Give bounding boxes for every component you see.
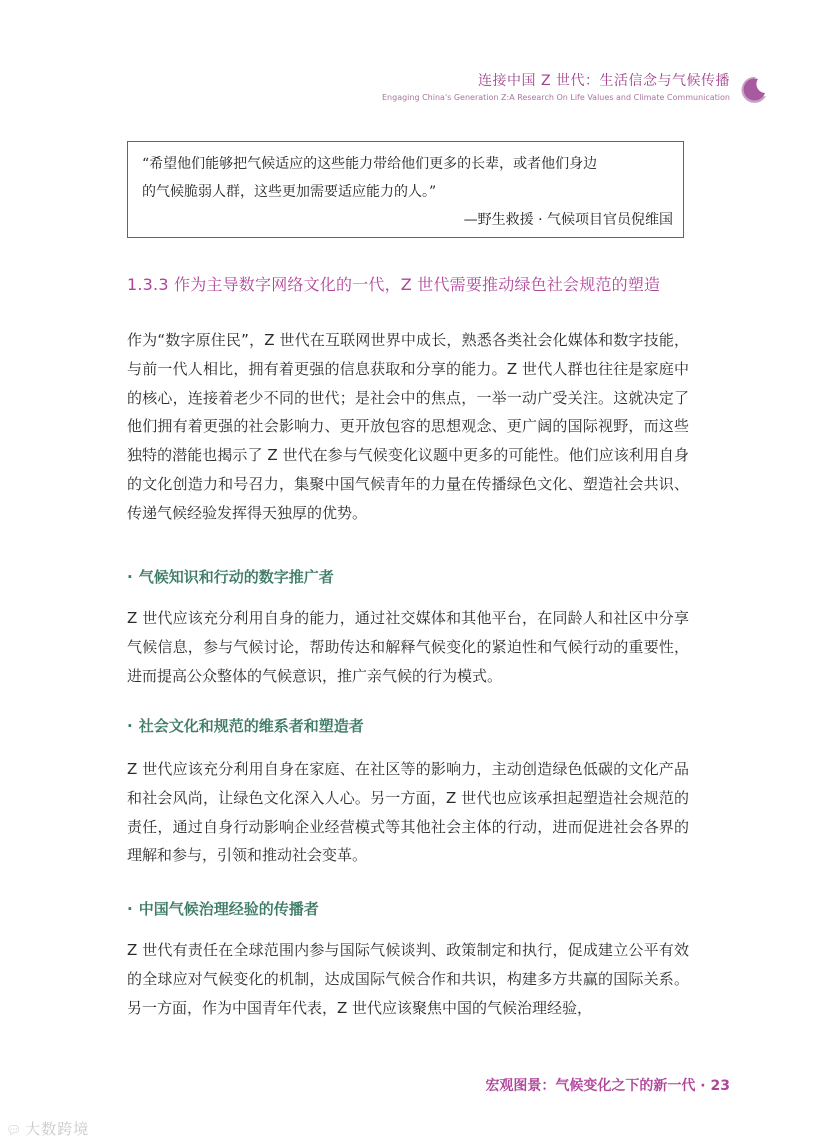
subhead-text: 气候知识和行动的数字推广者	[138, 568, 334, 586]
watermark-text: 大数跨境	[25, 1120, 90, 1138]
subhead-culture-shaper	[127, 715, 687, 737]
paragraph-governance-communicator: Z 世代有责任在全球范围内参与国际气候谈判、政策制定和执行，促成建立公平有效的全球应对气候变化的机制，达成国际气候合作和共识，构建多方共赢的国际关系。另一方面，作为中国青年代表，Z 世代应该聚焦中国的气候治理经验，	[127, 941, 689, 1017]
page-footer: 宏观图景：气候变化之下的新一代 · 23	[485, 1078, 730, 1094]
watermark	[6, 1118, 89, 1139]
bullet-dot: ·	[127, 568, 133, 586]
quote-line-1: “希望他们能够把气候适应的这些能力带给他们更多的长辈，或者他们身边	[142, 156, 598, 172]
section-heading: 1.3.3 作为主导数字网络文化的一代，Z 世代需要推动绿色社会规范的塑造	[127, 275, 661, 294]
quote-line-2: 的气候脆弱人群，这些更加需要适应能力的人。”	[142, 184, 437, 200]
crescent-moon-icon	[736, 74, 768, 106]
header-title: 连接中国 Z 世代：生活信念与气候传播	[478, 73, 730, 89]
subhead-text: 中国气候治理经验的传播者	[138, 900, 319, 918]
quote-attribution: —野生救援 · 气候项目官员倪维国	[463, 212, 673, 228]
running-header	[382, 72, 730, 103]
quote-box	[127, 141, 684, 238]
bullet-dot: ·	[127, 900, 133, 918]
header-subtitle: Engaging China's Generation Z:A Research On Life Values and Climate Communication	[382, 93, 730, 102]
paragraph-culture-shaper: Z 世代应该充分利用自身在家庭、在社区等的影响力，主动创造绿色低碳的文化产品和社会风尚，让绿色文化深入人心。另一方面，Z 世代也应该承担起塑造社会规范的责任，通过自身行动影响企业经营模式等其他社会主体的行动，进而促进社会各界的理解和参与，引领和推动社会变革。	[127, 760, 689, 865]
subhead-digital-promoter	[127, 566, 687, 588]
intro-paragraph: 作为“数字原住民”，Z 世代在互联网世界中成长，熟悉各类社会化媒体和数字技能，与前一代人相比，拥有着更强的信息获取和分享的能力。Z 世代人群也往往是家庭中的核心，连接着老少不同的世代；是社会中的焦点，一举一动广受关注。这就决定了他们拥有着更强的社会影响力、更开放包容的思想观念、更广阔的国际视野，而这些独特的潜能也揭示了 Z 世代在参与气候变化议题中更多的可能性。他们应该利用自身的文化创造力和号召力，集聚中国气候青年的力量在传播绿色文化、塑造社会共识、传递气候经验发挥得天独厚的优势。	[127, 331, 689, 522]
paragraph-digital-promoter: Z 世代应该充分利用自身的能力，通过社交媒体和其他平台，在同龄人和社区中分享气候信息，参与气候讨论，帮助传达和解释气候变化的紧迫性和气候行动的重要性，进而提高公众整体的气候意识，推广亲气候的行为模式。	[127, 609, 689, 685]
speech-bubble-icon: 💬︎	[6, 1123, 23, 1137]
subhead-governance-communicator	[127, 898, 687, 920]
subhead-text: 社会文化和规范的维系者和塑造者	[138, 717, 364, 735]
bullet-dot: ·	[127, 717, 133, 735]
